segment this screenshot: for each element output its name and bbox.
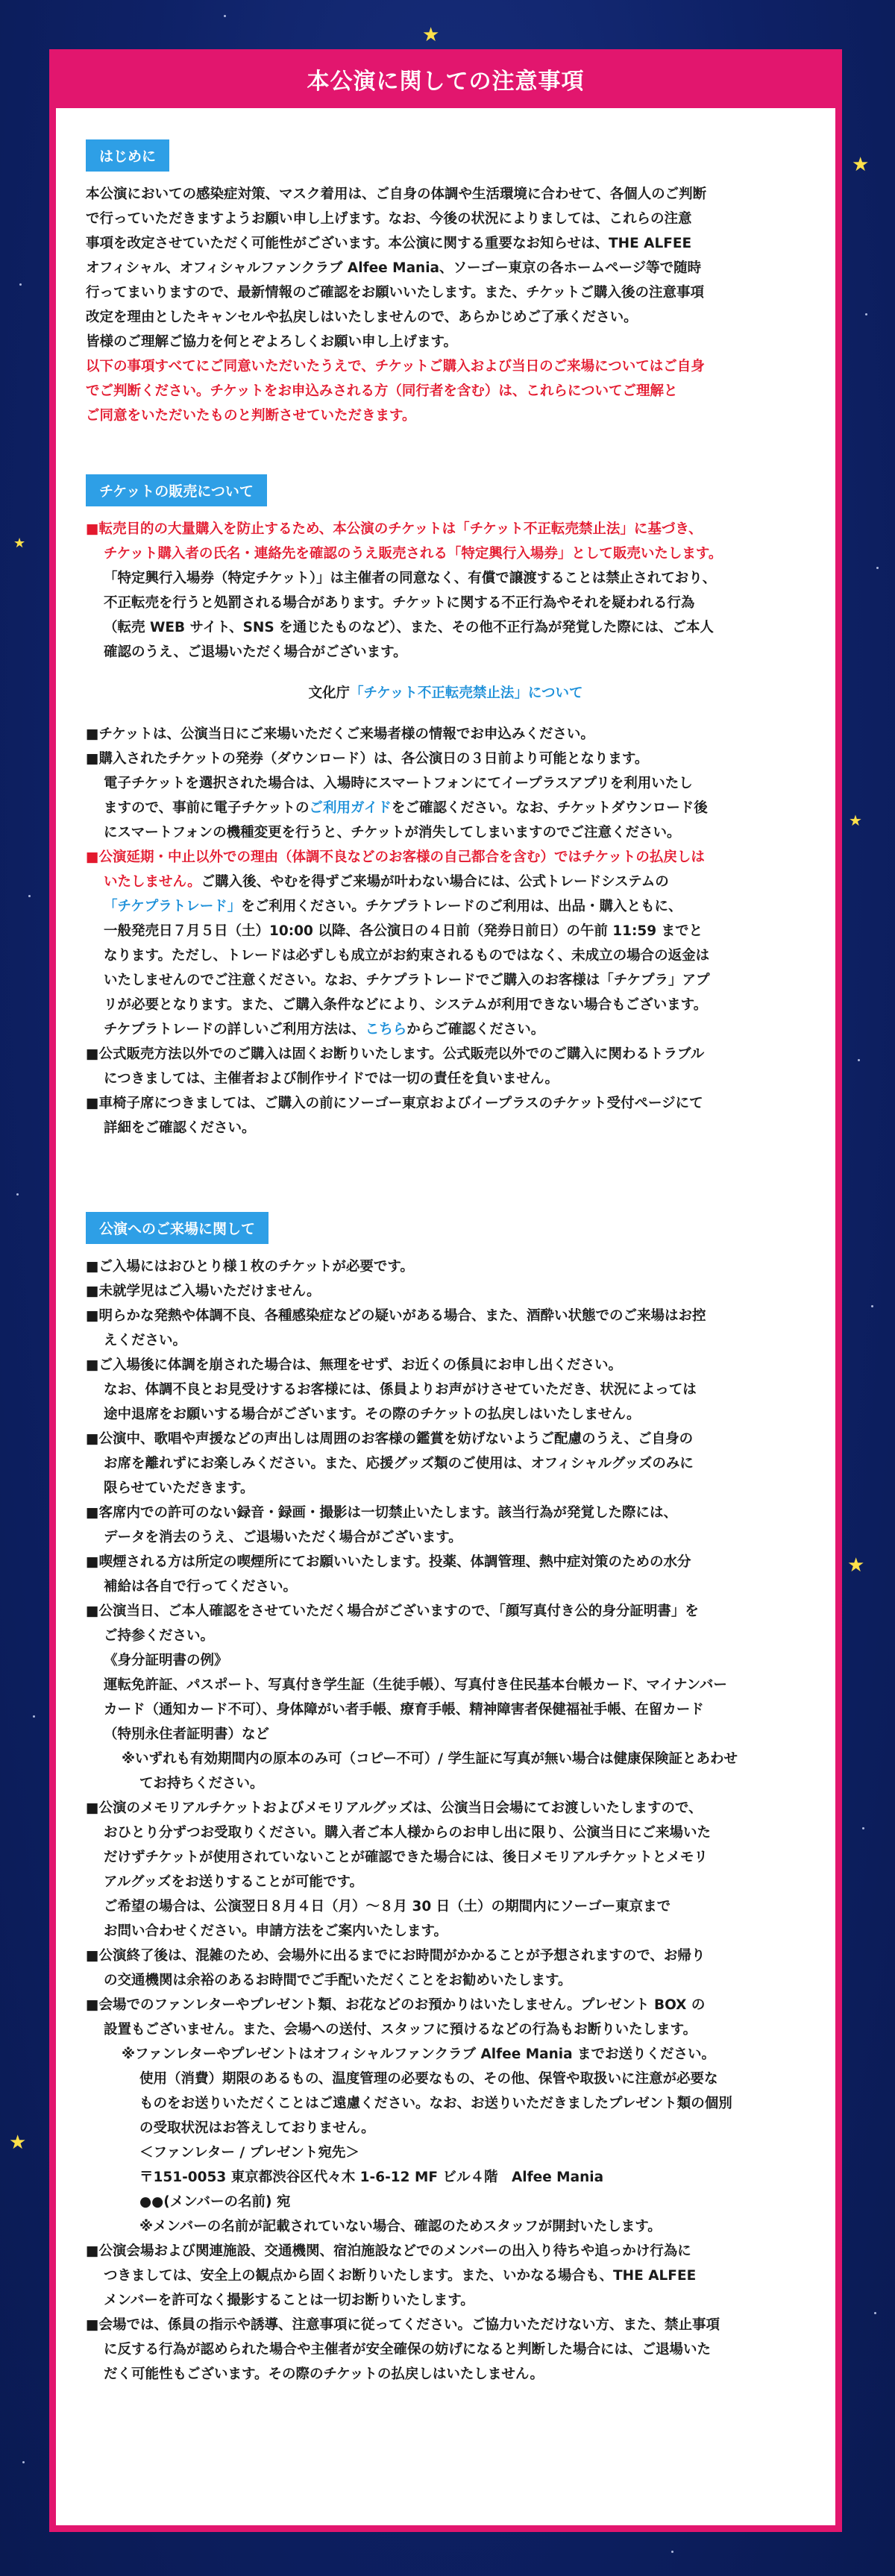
text-line: にスマートフォンの機種変更を行うと、チケットが消失してしまいますのでご注意ください。	[104, 825, 681, 841]
notice-panel	[49, 49, 842, 2532]
text-line: なお、体調不良とお見受けするお客様には、係員よりお声がけさせていただき、状況によっては	[104, 1382, 697, 1398]
warning-line: チケット購入者の氏名・連絡先を確認のうえ販売される「特定興行入場券」として販売いたします。	[104, 546, 723, 562]
text-line: ■会場では、係員の指示や誘導、注意事項に従ってください。ご協力いただけない方、また、禁止事項	[86, 2317, 720, 2333]
star-icon: ★	[9, 2132, 27, 2154]
text-line: に反する行為が認められた場合や主催者が安全確保の妨げになると判断した場合には、ご退場いた	[104, 2342, 712, 2357]
star-icon: ★	[847, 1554, 865, 1577]
text-line: ※メンバーの名前が記載されていない場合、確認のためスタッフが開封いたします。	[139, 2219, 662, 2234]
star-icon: ★	[849, 811, 862, 829]
section-title-ticket-sales: チケットの販売について	[86, 474, 267, 506]
star-dot	[874, 2312, 876, 2314]
text-line	[86, 870, 806, 894]
text-line: おひとり分ずつお受取りください。購入者ご本人様からのお申し出に限り、公演当日にご来場いた	[104, 1825, 712, 1841]
text-line: ご持参ください。	[104, 1628, 215, 1644]
text-line: ■ご入場にはおひとり様１枚のチケットが必要です。	[86, 1259, 414, 1275]
text-line: ■公式販売方法以外でのご購入は固くお断りいたします。公式販売以外でのご購入に関わるトラブル	[86, 1046, 705, 1062]
warning-line: ご同意をいただいたものと判断させていただきます。	[86, 408, 416, 424]
text-line: 皆様のご理解ご協力を何とぞよろしくお願い申し上げます。	[86, 334, 458, 350]
page-title: 本公演に関しての注意事項	[56, 56, 835, 108]
usage-guide-link[interactable]: ご利用ガイド	[309, 800, 392, 816]
section-title-attendance: 公演へのご来場に関して	[86, 1212, 268, 1244]
section-title-intro: はじめに	[86, 139, 169, 172]
text-line	[86, 796, 806, 820]
text-line: データを消去のうえ、ご退場いただく場合がございます。	[104, 1530, 462, 1545]
text-line: アルグッズをお送りすることが可能です。	[104, 1874, 363, 1890]
text-line: 一般発売日７月５日（土）10:00 以降、各公演日の４日前（発券日前日）の午前 11:59 までと	[104, 923, 703, 939]
text-line: 限らせていただきます。	[104, 1480, 254, 1496]
text-line: ■公演会場および関連施設、交通機関、宿泊施設などでのメンバーの出入り待ちや追っかけ行為に	[86, 2243, 691, 2259]
text-line: ■未就学児はご入場いただけません。	[86, 1284, 321, 1299]
text-span: ご購入後、やむを得ずご来場が叶わない場合には、公式トレードシステムの	[201, 874, 669, 890]
text-line: ■公演中、歌唱や声援などの声出しは周囲のお客様の鑑賞を妨げないようご配慮のうえ、ご自身の	[86, 1431, 694, 1447]
warning-line: ■転売目的の大量購入を防止するため、本公演のチケットは「チケット不正転売禁止法」に基づき、	[86, 521, 703, 537]
text-line	[86, 1017, 806, 1042]
text-line: ※ファンレターやプレゼントはオフィシャルファンクラブ Alfee Mania までお送りください。	[122, 2046, 716, 2062]
text-line: の受取状況はお答えしておりません。	[139, 2120, 375, 2136]
text-line: ■喫煙される方は所定の喫煙所にてお願いいたします。投薬、体調管理、熱中症対策のための水分	[86, 1554, 691, 1570]
text-line: につきましては、主催者および制作サイドでは一切の責任を負いません。	[104, 1071, 559, 1087]
text-line: 途中退席をお願いする場合がございます。その際のチケットの払戻しはいたしません。	[104, 1407, 641, 1422]
text-line: ■公演当日、ご本人確認をさせていただく場合がございますので、「顔写真付き公的身分証明書」を	[86, 1603, 699, 1619]
text-line: 本公演においての感染症対策、マスク着用は、ご自身の体調や生活環境に合わせて、各個人のご判断	[86, 186, 707, 202]
star-dot	[33, 1715, 35, 1718]
text-line: ■会場でのファンレターやプレゼント類、お花などのお預かりはいたしません。プレゼント BOX の	[86, 1997, 706, 2013]
text-line: ものをお送りいただくことはご遠慮ください。なお、お送りいただきましたプレゼント類の個別	[139, 2096, 732, 2111]
text-line: 電子チケットを選択された場合は、入場時にスマートフォンにてイープラスアプリを利用いたし	[104, 776, 693, 791]
text-line: 詳細をご確認ください。	[104, 1120, 256, 1136]
text-line: の交通機関は余裕のあるお時間でご手配いただくことをお勧めいたします。	[104, 1973, 572, 1988]
text-line: ■公演終了後は、混雑のため、会場外に出るまでにお時間がかかることが予想されますので、お帰り	[86, 1948, 706, 1964]
text-line: 改定を理由としたキャンセルや払戻しはいたしませんので、あらかじめご了承ください。	[86, 310, 638, 325]
text-line: つきましては、安全上の観点から固くお断りいたします。また、いかなる場合も、THE ALFEE	[104, 2268, 697, 2284]
text-line: てお持ちください。	[139, 1776, 264, 1791]
star-dot	[28, 895, 31, 897]
text-line: カード（通知カード不可）、身体障がい者手帳、療育手帳、精神障害者保健福祉手帳、在留カード	[104, 1702, 704, 1718]
text-line: リが必要となります。また、ご購入条件などにより、システムが利用できない場合もございます。	[104, 997, 708, 1013]
star-dot	[871, 1305, 873, 1307]
ticpla-guide-link[interactable]: こちら	[365, 1022, 407, 1037]
star-icon: ★	[13, 535, 26, 551]
star-dot	[19, 283, 22, 286]
text-line	[86, 894, 806, 919]
anti-resale-law-link[interactable]: 「チケット不正転売禁止法」について	[350, 685, 583, 701]
notice-content	[56, 108, 835, 2387]
text-span: チケプラトレードの詳しいご利用方法は、	[104, 1022, 365, 1037]
text-line: だく可能性もございます。その際のチケットの払戻しはいたしません。	[104, 2366, 544, 2382]
star-dot	[671, 2551, 673, 2553]
text-line: えください。	[104, 1333, 187, 1348]
text-line: 行ってまいりますので、最新情報のご確認をお願いいたします。また、チケットご購入後の注意事項	[86, 285, 704, 301]
anti-resale-law-link-row	[86, 681, 806, 706]
text-line: ■公演のメモリアルチケットおよびメモリアルグッズは、公演当日会場にてお渡しいたしますので、	[86, 1800, 703, 1816]
text-line: ■ご入場後に体調を崩された場合は、無理をせず、お近くの係員にお申し出ください。	[86, 1357, 623, 1373]
text-line: 運転免許証、パスポート、写真付き学生証（生徒手帳）、写真付き住民基本台帳カード、マイナンバー	[104, 1677, 727, 1693]
text-line: 〒151-0053 東京都渋谷区代々木 1-6-12 MF ビル４階 Alfee Mania	[139, 2170, 604, 2185]
star-dot	[862, 1827, 864, 1829]
text-line: ■購入されたチケットの発券（ダウンロード）は、各公演日の３日前より可能となります。	[86, 751, 649, 767]
star-dot	[865, 313, 867, 315]
text-line: 不正転売を行うと処罰される場合があります。チケットに関する不正行為やそれを疑われる行為	[104, 595, 695, 611]
warning-line: 以下の事項すべてにご同意いただいたうえで、チケットご購入および当日のご来場についてはご自身	[86, 359, 705, 374]
text-line: オフィシャル、オフィシャルファンクラブ Alfee Mania、ソーゴー東京の各ホームページ等で随時	[86, 260, 702, 276]
text-line: 設置もございません。また、会場への送付、スタッフに預けるなどの行為もお断りいたします。	[104, 2022, 697, 2038]
text-line: ■チケットは、公演当日にご来場いただくご来場者様の情報でお申込みください。	[86, 726, 594, 742]
agency-label: 文化庁	[308, 685, 351, 701]
text-line: 《身分証明書の例》	[104, 1653, 228, 1668]
star-dot	[224, 15, 226, 17]
warning-line: ■公演延期・中止以外での理由（体調不良などのお客様の自己都合を含む）ではチケットの払戻しは	[86, 849, 705, 865]
star-icon: ★	[422, 24, 440, 46]
warning-span: いたしません。	[104, 874, 201, 890]
text-line: ●●(メンバーの名前) 宛	[139, 2194, 291, 2210]
text-line: ※いずれも有効期間内の原本のみ可（コピー不可）/ 学生証に写真が無い場合は健康保険証とあわせ	[122, 1751, 738, 1767]
text-line: お問い合わせください。申請方法をご案内いたします。	[104, 1923, 448, 1939]
attendance-body	[86, 1254, 806, 2387]
text-line: （特別永住者証明書）など	[104, 1727, 270, 1742]
text-line: 補給は各自で行ってください。	[104, 1579, 298, 1595]
text-line: 確認のうえ、ご退場いただく場合がございます。	[104, 644, 407, 660]
text-line: ■客席内での許可のない録音・録画・撮影は一切禁止いたします。該当行為が発覚した際には、	[86, 1505, 678, 1521]
text-line: ■車椅子席につきましては、ご購入の前にソーゴー東京およびイープラスのチケット受付ページにて	[86, 1096, 703, 1111]
text-line: ＜ファンレター / プレゼント宛先＞	[139, 2145, 359, 2161]
star-icon: ★	[852, 154, 870, 176]
text-line: で行っていただきますようお願い申し上げます。なお、今後の状況によりましては、これらの注意	[86, 211, 692, 227]
star-dot	[858, 1059, 860, 1061]
ticpla-trade-link[interactable]: 「チケプラトレード」	[104, 899, 242, 914]
text-span: をご利用ください。チケプラトレードのご利用は、出品・購入ともに、	[241, 899, 682, 914]
text-line: メンバーを許可なく撮影することは一切お断りいたします。	[104, 2293, 474, 2308]
text-line: お席を離れずにお楽しみください。また、応援グッズ類のご使用は、オフィシャルグッズのみに	[104, 1456, 694, 1471]
text-line: 「特定興行入場券（特定チケット）」は主催者の同意なく、有償で譲渡することは禁止されており、	[104, 571, 717, 586]
text-span: ますので、事前に電子チケットの	[104, 800, 310, 816]
text-line: （転売 WEB サイト、SNS を通じたものなど）、また、その他不正行為が発覚した際には、ご本人	[104, 620, 714, 635]
text-span: からご確認ください。	[406, 1022, 545, 1037]
text-line: ご希望の場合は、公演翌日８月４日（月）～８月 30 日（土）の期間内にソーゴー東京まで	[104, 1899, 671, 1914]
text-line: 使用（消費）期限のあるもの、温度管理の必要なもの、その他、保管や取扱いに注意が必要な	[139, 2071, 718, 2087]
intro-body	[86, 182, 806, 428]
star-dot	[876, 567, 879, 569]
text-line: なります。ただし、トレードは必ずしも成立がお約束されるものではなく、未成立の場合の返金は	[104, 948, 710, 964]
star-dot	[16, 1193, 19, 1196]
text-line: ■明らかな発熱や体調不良、各種感染症などの疑いがある場合、また、酒酔い状態でのご来場はお控	[86, 1308, 706, 1324]
text-line: だけずチケットが使用されていないことが確認できた場合には、後日メモリアルチケットとメモリ	[104, 1850, 708, 1865]
ticket-sales-body	[86, 517, 806, 1140]
text-span: をご確認ください。なお、チケットダウンロード後	[391, 800, 708, 816]
text-line: いたしませんのでご注意ください。なお、チケプラトレードでご購入のお客様は「チケプラ」アプ	[104, 973, 710, 988]
star-dot	[22, 2461, 25, 2463]
text-line: 事項を改定させていただく可能性がございます。本公演に関する重要なお知らせは、THE ALFEE	[86, 236, 692, 251]
warning-line: でご判断ください。チケットをお申込みされる方（同行者を含む）は、これらについてご理解と	[86, 383, 678, 399]
